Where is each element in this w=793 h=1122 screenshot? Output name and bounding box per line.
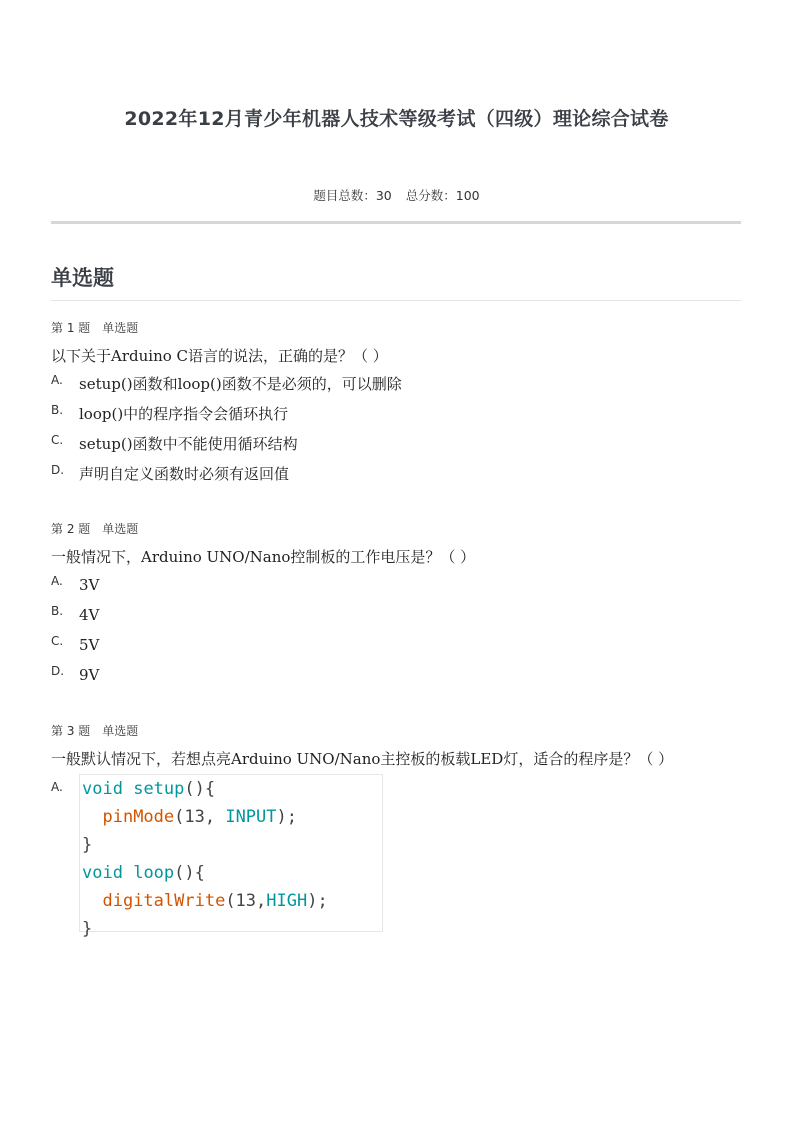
option-d[interactable] bbox=[51, 459, 751, 489]
question-number: 第 3 题 bbox=[51, 724, 91, 738]
question-text: 以下关于Arduino C语言的说法，正确的是？（ ） bbox=[51, 347, 388, 365]
total-questions-label: 题目总数： bbox=[313, 188, 376, 203]
code-punct: } bbox=[82, 835, 93, 855]
question-header bbox=[51, 319, 751, 337]
code-punct: (){ bbox=[184, 779, 216, 799]
total-questions-value: 30 bbox=[375, 188, 392, 203]
option-text: setup()函数和loop()函数不是必须的，可以删除 bbox=[79, 375, 402, 393]
option-letter: A. bbox=[51, 780, 63, 794]
code-keyword: void bbox=[82, 863, 123, 883]
code-line bbox=[82, 859, 382, 887]
question-text: 一般默认情况下，若想点亮Arduino UNO/Nano主控板的板载LED灯，适合的程序是？（ ） bbox=[51, 750, 674, 768]
code-line bbox=[82, 831, 382, 859]
code-constant: INPUT bbox=[225, 807, 277, 827]
header-divider bbox=[51, 221, 741, 224]
option-a[interactable] bbox=[51, 570, 751, 600]
option-letter: C. bbox=[51, 433, 64, 447]
question-type: 单选题 bbox=[102, 321, 139, 335]
option-text: 5V bbox=[79, 636, 100, 654]
code-punct: } bbox=[82, 919, 93, 939]
question-type: 单选题 bbox=[102, 522, 139, 536]
question-3 bbox=[51, 722, 751, 939]
option-letter: B. bbox=[51, 604, 64, 618]
question-text: 一般情况下，Arduino UNO/Nano控制板的工作电压是？（ ） bbox=[51, 548, 476, 566]
question-header bbox=[51, 520, 751, 538]
section-divider bbox=[51, 300, 741, 301]
code-line bbox=[82, 775, 382, 803]
code-punct: ); bbox=[276, 807, 297, 827]
total-score-label: 总分数： bbox=[405, 188, 456, 203]
exam-meta bbox=[0, 186, 793, 204]
option-letter: B. bbox=[51, 403, 64, 417]
option-b[interactable] bbox=[51, 399, 751, 429]
code-function: loop bbox=[133, 863, 175, 883]
code-punct: ); bbox=[307, 891, 328, 911]
total-score-value: 100 bbox=[455, 188, 480, 203]
question-2 bbox=[51, 520, 751, 690]
option-text: 9V bbox=[79, 666, 100, 684]
section-title: 单选题 bbox=[51, 266, 114, 290]
option-letter: C. bbox=[51, 634, 64, 648]
question-type: 单选题 bbox=[102, 724, 139, 738]
code-function: digitalWrite bbox=[102, 891, 226, 911]
option-letter: A. bbox=[51, 574, 63, 588]
code-line bbox=[82, 803, 382, 831]
exam-title: 2022年12月青少年机器人技术等级考试（四级）理论综合试卷 bbox=[124, 108, 669, 130]
code-line bbox=[82, 887, 382, 915]
code-line bbox=[82, 915, 382, 943]
code-punct: (){ bbox=[174, 863, 205, 883]
option-letter: A. bbox=[51, 373, 63, 387]
option-text: 3V bbox=[79, 576, 100, 594]
question-number: 第 1 题 bbox=[51, 321, 91, 335]
code-args: (13, bbox=[174, 807, 226, 827]
code-keyword: void bbox=[82, 779, 123, 799]
question-header bbox=[51, 722, 751, 740]
option-letter: D. bbox=[51, 463, 65, 477]
option-text: 声明自定义函数时必须有返回值 bbox=[79, 465, 290, 483]
option-c[interactable] bbox=[51, 429, 751, 459]
option-text: 4V bbox=[79, 606, 100, 624]
option-text: setup()函数中不能使用循环结构 bbox=[79, 435, 298, 453]
option-letter: D. bbox=[51, 664, 65, 678]
code-function: setup bbox=[133, 779, 185, 799]
code-args: (13, bbox=[225, 891, 267, 911]
option-a[interactable] bbox=[51, 369, 751, 399]
option-d[interactable] bbox=[51, 660, 751, 690]
question-1 bbox=[51, 319, 751, 489]
option-c[interactable] bbox=[51, 630, 751, 660]
option-b[interactable] bbox=[51, 600, 751, 630]
code-snippet bbox=[79, 774, 383, 939]
code-constant: HIGH bbox=[266, 891, 308, 911]
option-text: loop()中的程序指令会循环执行 bbox=[79, 405, 289, 423]
question-number: 第 2 题 bbox=[51, 522, 91, 536]
code-function: pinMode bbox=[102, 807, 175, 827]
